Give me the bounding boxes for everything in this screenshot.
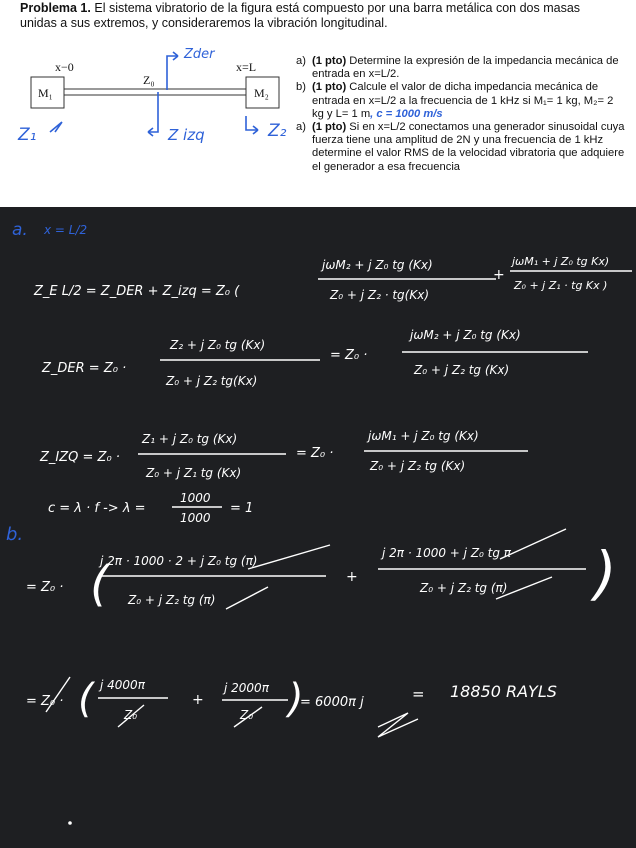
problem-text: El sistema vibratorio de la figura está compuesto por una barra metálica con dos masas unidas a sus extremos, y consideraremos la vibración longitudinal. <box>20 1 581 30</box>
handwritten-notes-board <box>0 207 636 848</box>
line5-numerator-2: j 2π · 1000 + j Z₀ tg π <box>382 546 512 560</box>
question-c-text: Si en x=L/2 conectamos una generador sinusoidal cuya fuerza tiene una amplitud de 2N y una frecuencia de 1 kHz determine el valor RMS de la velocidad vibratoria que adquiere el generador a esa frecuencia <box>312 121 625 173</box>
z1-note: Z₁ <box>18 125 37 145</box>
vibration-figure <box>0 40 300 160</box>
question-b-handwritten-note: , c = 1000 m/s <box>370 107 443 120</box>
line2-denominator-1: Z₀ + j Z₂ tg(Kx) <box>166 374 258 388</box>
line5-strike-1 <box>248 545 330 569</box>
line5-strike-2 <box>226 587 268 609</box>
zizq-lhs: Z_IZQ = Z₀ · <box>40 450 120 465</box>
zizq-note: Z izq <box>168 126 205 144</box>
problem-statement <box>0 0 636 207</box>
zder-note: Zder <box>184 47 215 62</box>
question-a-label: a) <box>296 55 306 67</box>
line6-underline <box>378 713 418 737</box>
line1-plus: + <box>493 267 505 283</box>
question-b-label: b) <box>296 81 306 94</box>
zder-arrow <box>167 52 178 90</box>
line6-numerator-2: j 2000π <box>224 681 269 695</box>
question-c-points: (1 pto) <box>312 121 347 134</box>
part-a-condition: x = L/2 <box>44 223 88 237</box>
line1-denominator-1: Z₀ + j Z₂ · tg(Kx) <box>330 288 429 302</box>
xL-label: x=L <box>236 60 257 74</box>
line1-numerator-2: jωM₁ + j Z₀ tg Kx) <box>512 255 610 268</box>
z1-arrow <box>50 122 62 132</box>
x0-label: x−0 <box>55 60 74 74</box>
line2-numerator-2: jωM₂ + j Z₀ tg (Kx) <box>410 328 521 342</box>
question-list <box>296 55 626 174</box>
zizq-arrow <box>148 92 158 136</box>
problem-heading <box>20 1 620 31</box>
question-b-points: (1 pto) <box>312 81 347 94</box>
problem-label: Problema 1. <box>20 1 91 15</box>
line5-numerator-1: j 2π · 1000 · 2 + j Z₀ tg (π) <box>100 554 258 568</box>
line1-numerator-1: jωM₂ + j Z₀ tg (Kx) <box>322 258 433 272</box>
z0-label: Z₀ <box>143 73 155 87</box>
line5-strike-3 <box>500 529 566 559</box>
question-b-text: Calcule el valor de dicha impedancia mecánica de entrada en x=L/2 a la frecuencia de 1 kHz si M₁= 1 kg, M₂= 2 kg y L= 1 m <box>312 81 614 120</box>
line5-close-paren: ) <box>594 539 617 607</box>
question-a-points: (1 pto) <box>312 55 347 67</box>
line5-open-paren: ( <box>90 556 109 612</box>
line6-denominator-2: Z₀ <box>240 708 254 722</box>
line3-numerator-2: jωM₁ + j Z₀ tg (Kx) <box>368 429 479 443</box>
line3-denominator-2: Z₀ + j Z₂ tg (Kx) <box>370 459 466 473</box>
line5-plus: + <box>346 569 358 585</box>
lambda-result: = 1 <box>230 501 254 516</box>
line2-equals: = Z₀ · <box>330 348 368 363</box>
line6-numerator-1: j 4000π <box>100 678 145 692</box>
line6-equals-2: = <box>412 685 425 703</box>
question-a-text: Determine la expresión de la impedancia mecánica de entrada en x=L/2. <box>312 55 619 81</box>
line6-equals: = Z₀ · <box>26 694 64 709</box>
line6-denominator-1: Z₀ <box>124 708 138 722</box>
wavelength-relation: c = λ · f -> λ = <box>48 501 146 516</box>
zder-lhs: Z_DER = Z₀ · <box>42 361 127 376</box>
line6-close-paren: ) <box>288 676 304 722</box>
line6-open-paren: ( <box>78 676 94 722</box>
z2-arrow <box>246 116 258 134</box>
m1-label: M₁ <box>38 86 53 100</box>
m2-label: M₂ <box>254 86 269 100</box>
line3-numerator-1: Z₁ + j Z₀ tg (Kx) <box>142 432 238 446</box>
line3-denominator-1: Z₀ + j Z₁ tg (Kx) <box>146 466 242 480</box>
line1-denominator-2: Z₀ + j Z₁ · tg Kx ) <box>514 279 608 292</box>
question-a <box>296 55 626 81</box>
ink-dot <box>68 821 72 825</box>
line5-denominator-1: Z₀ + j Z₂ tg (π) <box>128 593 216 607</box>
lambda-denominator: 1000 <box>180 511 211 525</box>
z2-note: Z₂ <box>268 121 287 141</box>
line2-numerator-1: Z₂ + j Z₀ tg (Kx) <box>170 338 266 352</box>
final-result: 18850 RAYLS <box>450 682 557 701</box>
line2-denominator-2: Z₀ + j Z₂ tg (Kx) <box>414 363 510 377</box>
question-b <box>296 81 626 121</box>
line6-plus: + <box>192 692 204 708</box>
line5-equals: = Z₀ · <box>26 580 64 595</box>
line3-equals: = Z₀ · <box>296 446 334 461</box>
lambda-numerator: 1000 <box>180 491 211 505</box>
zin-lhs: Z_E L/2 = Z_DER + Z_izq = Z₀ ( <box>34 284 240 299</box>
question-c <box>296 121 626 174</box>
line6-intermediate: = 6000π j <box>300 695 364 710</box>
part-a-label: a. <box>12 220 28 240</box>
line5-denominator-2: Z₀ + j Z₂ tg (π) <box>420 581 508 595</box>
part-b-label: b. <box>6 524 24 545</box>
question-c-label: a) <box>296 121 306 134</box>
